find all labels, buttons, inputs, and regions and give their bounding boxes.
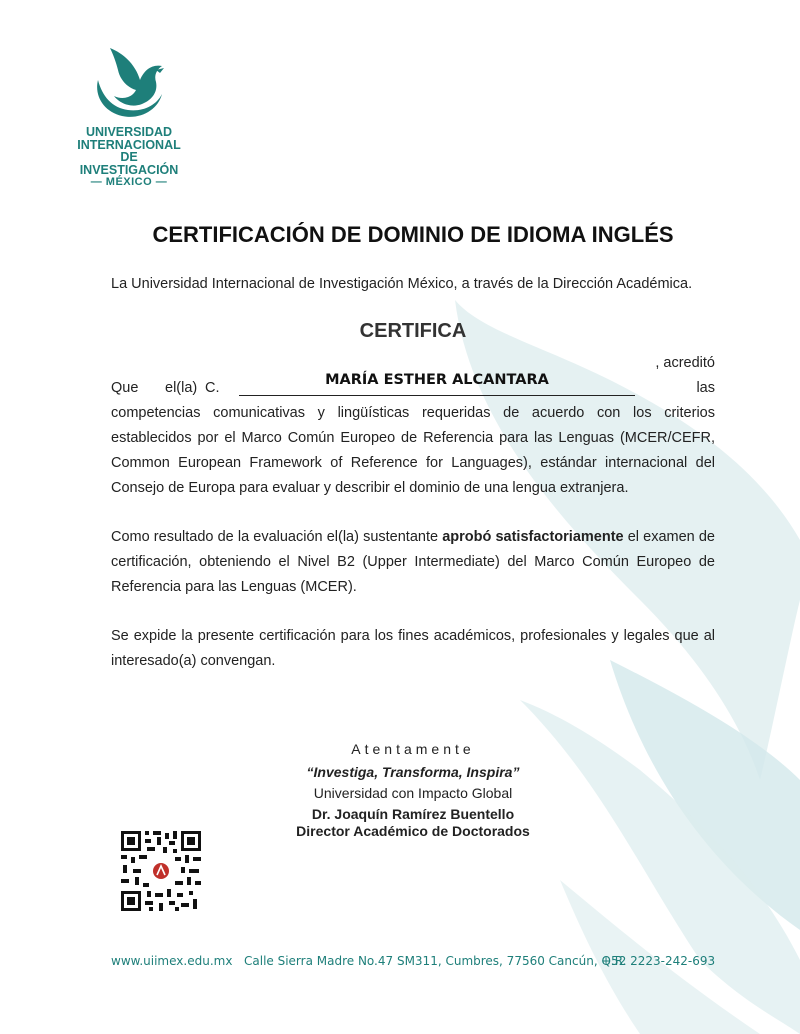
logo-line-4: — MÉXICO — bbox=[90, 176, 168, 188]
footer-phone: +52 2223-242-693 bbox=[601, 954, 716, 968]
atentamente: Atentamente bbox=[351, 741, 475, 757]
logo-wordmark bbox=[70, 126, 188, 189]
recipient-name: MARÍA ESTHER ALCANTARA bbox=[325, 372, 549, 388]
logo-line-1: UNIVERSIDAD bbox=[85, 125, 173, 139]
que-word: Que bbox=[111, 380, 139, 396]
footer-address: Calle Sierra Madre No.47 SM311, Cumbres, 77560 Cancún, Q.R. bbox=[244, 954, 627, 968]
signatory-role: Director Académico de Doctorados bbox=[296, 823, 530, 839]
recipient-line bbox=[111, 355, 715, 401]
qr-code-icon[interactable] bbox=[119, 829, 203, 913]
recipient-name-line bbox=[239, 372, 635, 396]
footer-website[interactable]: www.uiimex.edu.mx bbox=[111, 954, 233, 968]
ella-word: el(la) bbox=[165, 380, 198, 396]
certifica-heading: CERTIFICA bbox=[359, 320, 467, 342]
signatory-name: Dr. Joaquín Ramírez Buentello bbox=[311, 806, 515, 822]
paragraph-2 bbox=[111, 525, 715, 600]
c-word: C. bbox=[205, 380, 220, 396]
paragraph-2-after: el examen de certificación, obteniendo el Nivel B2 (Upper Intermediate) del Marco Común Europeo de Referencia para las Lenguas (MCER). bbox=[111, 529, 715, 595]
document-title: CERTIFICACIÓN DE DOMINIO DE IDIOMA INGLÉS bbox=[152, 222, 674, 247]
logo-line-3: DE INVESTIGACIÓN bbox=[79, 150, 179, 177]
intro-text: La Universidad Internacional de Investigación México, a través de la Dirección Académica. bbox=[111, 276, 693, 292]
university-logo bbox=[70, 40, 188, 188]
approval-text: aprobó satisfactoriamente bbox=[442, 529, 624, 545]
paragraph-2-before: Como resultado de la evaluación el(la) sustentante bbox=[111, 529, 443, 545]
after-name-text: , acreditó las bbox=[655, 355, 715, 396]
bird-logo-icon bbox=[70, 40, 188, 126]
motto: “Investiga, Transforma, Inspira” bbox=[306, 764, 520, 780]
paragraph-1-body: competencias comunicativas y lingüísticas requeridas de acuerdo con los criterios establecidos por el Marco Común Europeo de Referencia para las Lenguas (MCER/CEFR, Common European Framework of Reference for Languages), estándar internacional del Consejo de Europa para evaluar y describir el dominio de una lengua extranjera. bbox=[111, 405, 715, 496]
logo-line-2: INTERNACIONAL bbox=[77, 137, 181, 152]
slogan: Universidad con Impacto Global bbox=[313, 785, 513, 801]
paragraph-1 bbox=[111, 355, 715, 501]
paragraph-3: Se expide la presente certificación para los fines académicos, profesionales y legales que al interesado(a) convengan. bbox=[111, 628, 715, 669]
